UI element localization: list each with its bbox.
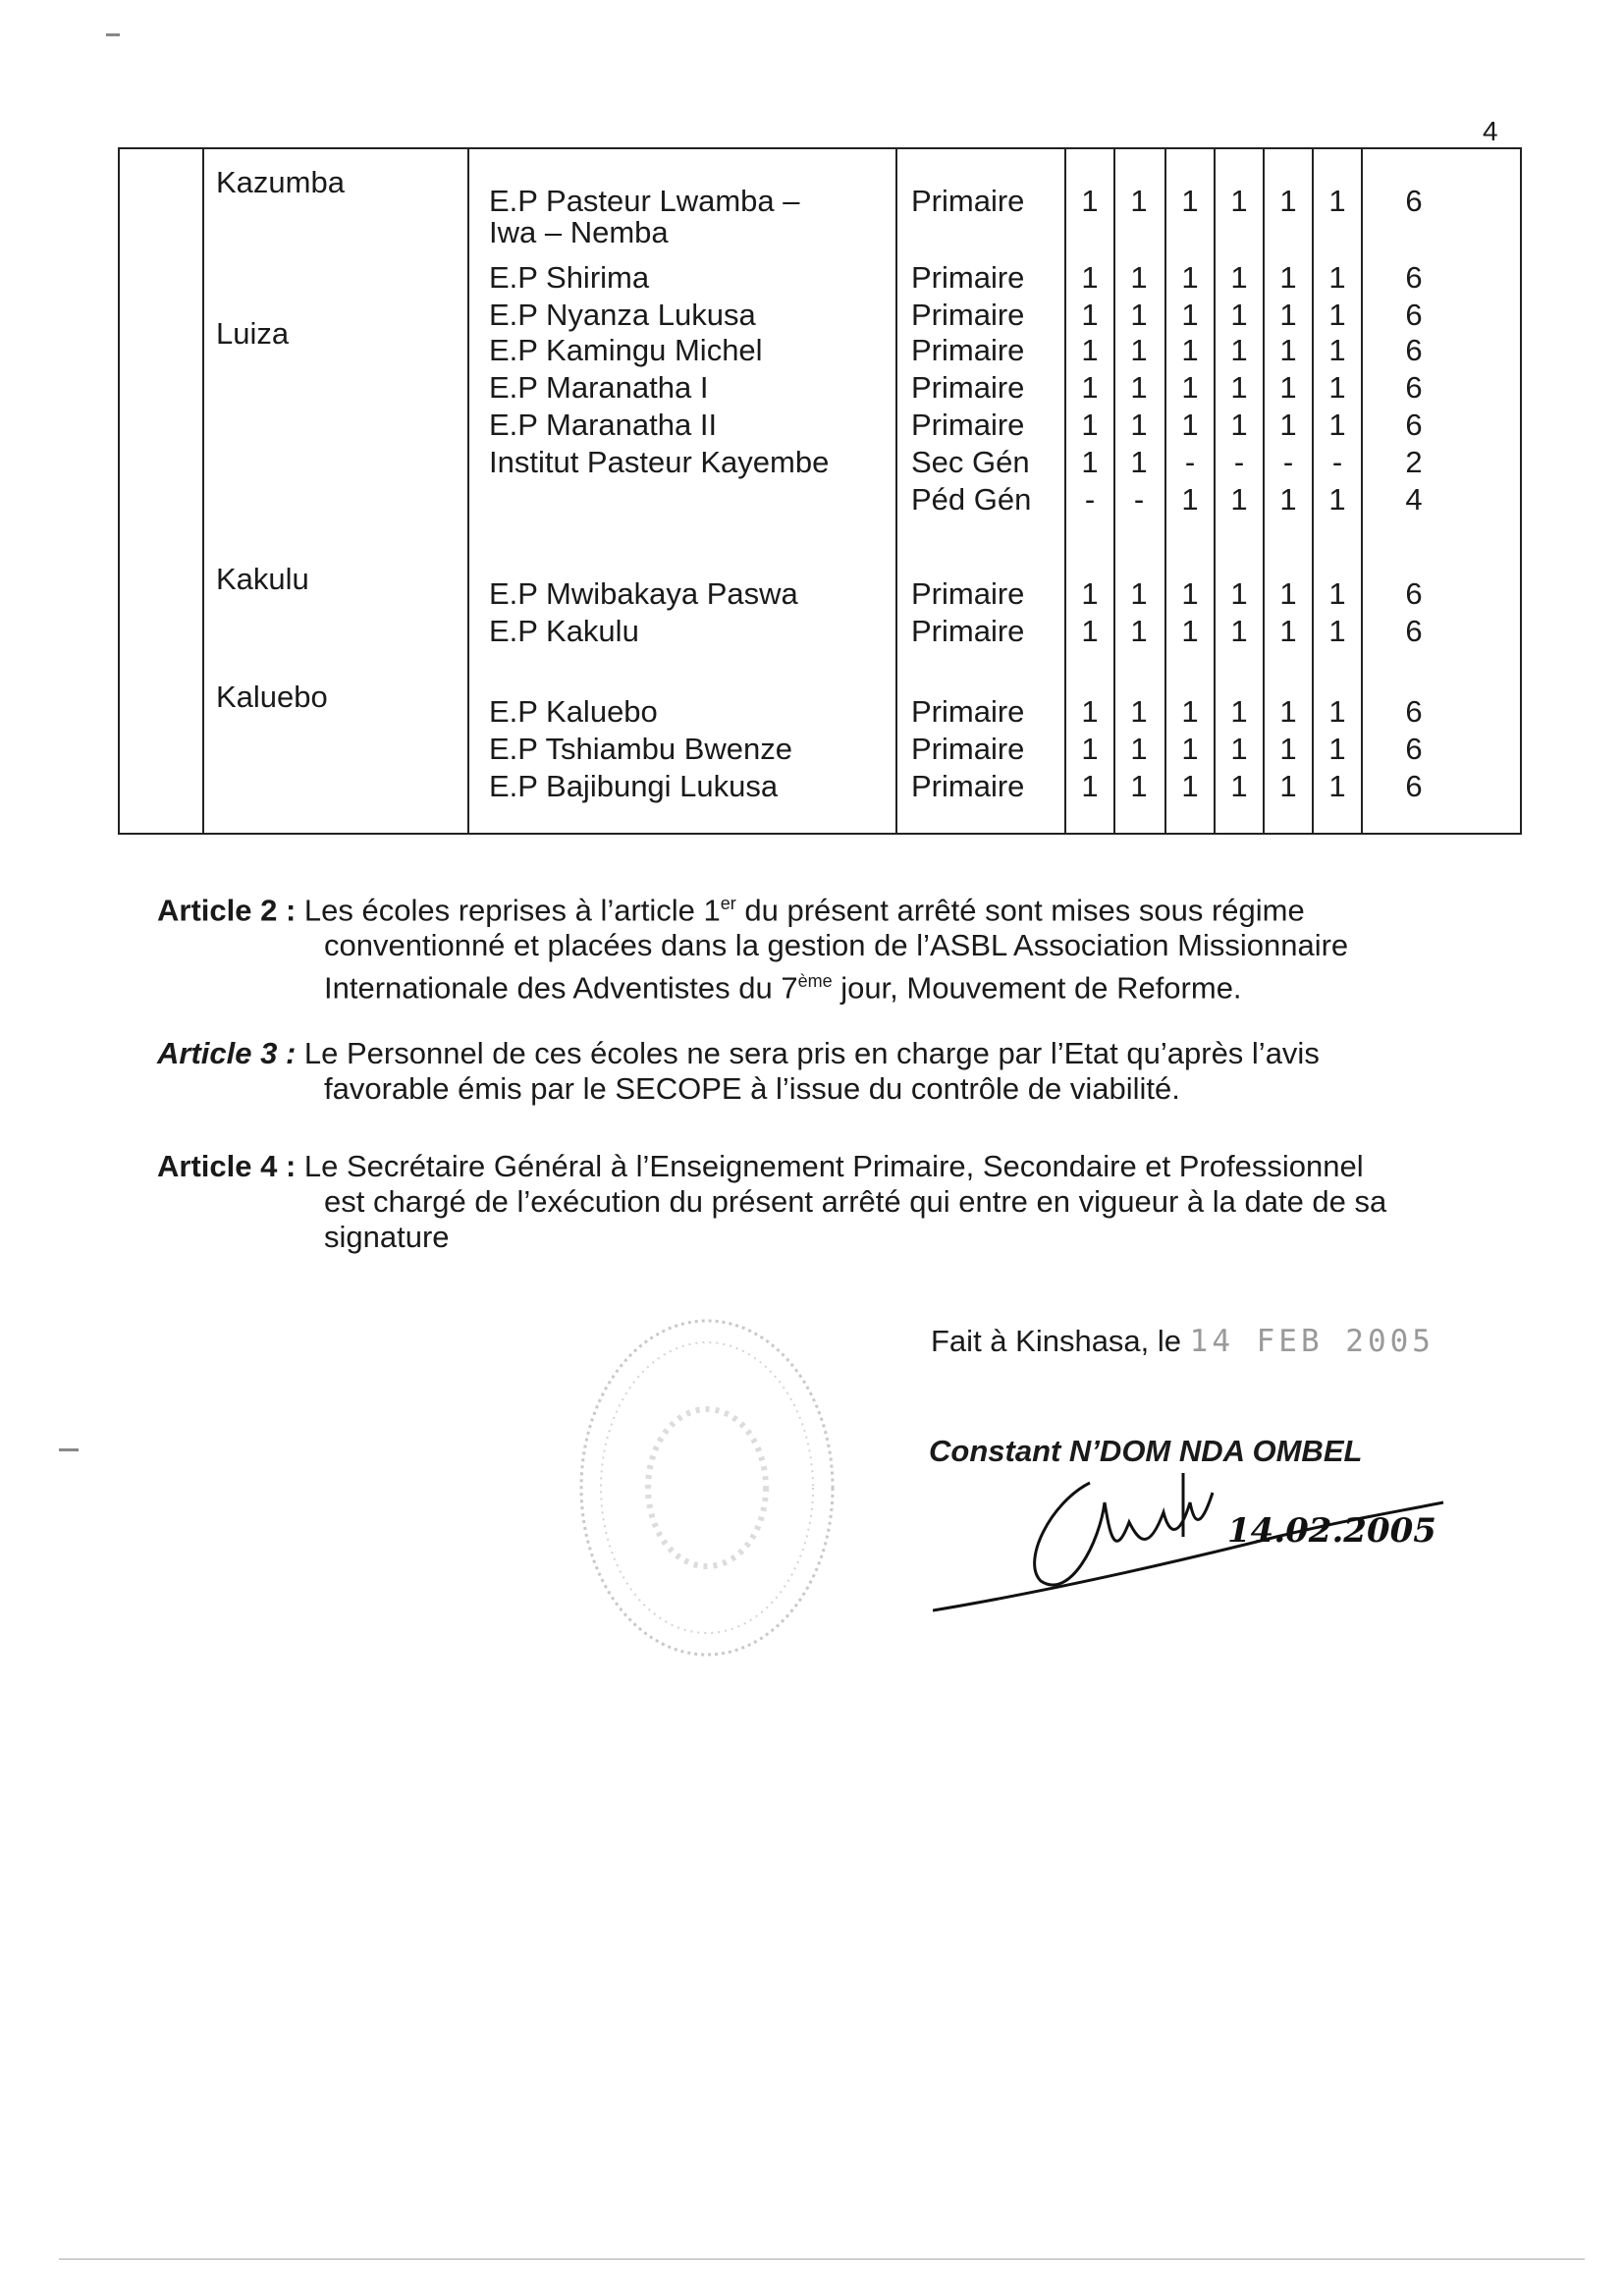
class-count: 1 <box>1328 184 1346 218</box>
school-type: Primaire <box>911 298 1025 332</box>
row-total: 6 <box>1405 732 1423 766</box>
class-count: 1 <box>1081 184 1099 218</box>
class-count: 1 <box>1230 576 1248 611</box>
class-count: 1 <box>1230 260 1248 295</box>
article-2-line2: conventionné et placées dans la gestion de l’ASBL Association Missionnaire <box>324 928 1349 963</box>
class-count: 1 <box>1230 482 1248 517</box>
class-count: 1 <box>1181 184 1199 218</box>
class-count: 1 <box>1130 694 1148 729</box>
class-count: 1 <box>1181 370 1199 405</box>
class-count: 1 <box>1181 408 1199 442</box>
school-type: Sec Gén <box>911 445 1030 479</box>
handwritten-date: 14.02.2005 <box>1227 1511 1436 1551</box>
class-count: 1 <box>1130 260 1148 295</box>
table-row <box>118 332 1522 369</box>
class-count: 1 <box>1279 576 1297 611</box>
class-count: 1 <box>1230 370 1248 405</box>
school-name: Institut Pasteur Kayembe <box>489 445 830 479</box>
class-count: 1 <box>1181 614 1199 648</box>
class-count: - <box>1184 445 1196 479</box>
school-name: E.P Bajibungi Lukusa <box>489 769 779 803</box>
place-date-text: Fait à Kinshasa, le <box>931 1324 1182 1358</box>
school-type: Primaire <box>911 370 1025 405</box>
class-count: 1 <box>1081 370 1099 405</box>
row-total: 2 <box>1405 445 1423 479</box>
school-name: E.P Kamingu Michel <box>489 333 763 367</box>
class-count: 1 <box>1081 260 1099 295</box>
article-4 <box>157 1149 1473 1255</box>
class-count: 1 <box>1130 732 1148 766</box>
scan-mark <box>59 1448 79 1451</box>
class-count: 1 <box>1279 408 1297 442</box>
table-row <box>118 407 1522 444</box>
class-count: 1 <box>1328 732 1346 766</box>
class-count: 1 <box>1130 408 1148 442</box>
school-type: Primaire <box>911 184 1025 218</box>
class-count: 1 <box>1181 694 1199 729</box>
school-type: Primaire <box>911 694 1025 729</box>
scan-mark <box>106 33 120 36</box>
class-count: 1 <box>1230 298 1248 332</box>
table-row <box>118 444 1522 481</box>
page-number: 4 <box>1483 116 1498 146</box>
article-3 <box>157 1036 1473 1107</box>
class-count: 1 <box>1130 576 1148 611</box>
class-count: 1 <box>1081 694 1099 729</box>
school-name: E.P Kaluebo <box>489 694 658 729</box>
class-count: 1 <box>1230 769 1248 803</box>
class-count: 1 <box>1328 370 1346 405</box>
class-count: 1 <box>1279 298 1297 332</box>
article-4-label: Article 4 : <box>157 1149 297 1183</box>
article-2 <box>157 886 1473 1007</box>
class-count: 1 <box>1279 732 1297 766</box>
class-count: 1 <box>1328 298 1346 332</box>
table-row <box>118 369 1522 407</box>
school-type: Primaire <box>911 408 1025 442</box>
class-count: 1 <box>1081 769 1099 803</box>
school-name: E.P Mwibakaya Paswa <box>489 576 798 611</box>
class-count: - <box>1282 445 1294 479</box>
class-count: 1 <box>1081 298 1099 332</box>
school-type: Primaire <box>911 614 1025 648</box>
table-row <box>118 693 1522 731</box>
class-count: 1 <box>1181 482 1199 517</box>
school-name: E.P Kakulu <box>489 614 639 648</box>
class-count: 1 <box>1081 408 1099 442</box>
row-total: 6 <box>1405 408 1423 442</box>
class-count: 1 <box>1328 408 1346 442</box>
class-count: 1 <box>1230 614 1248 648</box>
class-count: 1 <box>1279 694 1297 729</box>
school-type: Primaire <box>911 333 1025 367</box>
class-count: 1 <box>1130 333 1148 367</box>
class-count: 1 <box>1279 370 1297 405</box>
article-3-line1: Le Personnel de ces écoles ne sera pris en charge par l’Etat qu’après l’avis <box>303 1036 1320 1070</box>
article-2-label: Article 2 : <box>157 893 297 928</box>
class-count: - <box>1084 482 1096 517</box>
class-count: 1 <box>1328 333 1346 367</box>
article-3-label: Article 3 : <box>157 1036 297 1070</box>
article-2-line3b: jour, Mouvement de Reforme. <box>832 970 1242 1006</box>
class-count: 1 <box>1328 260 1346 295</box>
class-count: 1 <box>1130 298 1148 332</box>
row-total: 6 <box>1405 260 1423 295</box>
class-count: 1 <box>1279 769 1297 803</box>
class-count: 1 <box>1328 694 1346 729</box>
class-count: 1 <box>1130 445 1148 479</box>
class-count: 1 <box>1230 184 1248 218</box>
class-count: 1 <box>1279 333 1297 367</box>
class-count: 1 <box>1181 576 1199 611</box>
location-name: Kakulu <box>216 562 309 596</box>
school-type: Péd Gén <box>911 482 1032 517</box>
article-4-line2: est chargé de l’exécution du présent arrêté qui entre en vigueur à la date de sa <box>324 1184 1387 1219</box>
article-4-line1: Le Secrétaire Général à l’Enseignement Primaire, Secondaire et Professionnel <box>303 1149 1364 1183</box>
table-row <box>118 297 1522 334</box>
article-2-line1b: du présent arrêté sont mises sous régime <box>735 893 1305 928</box>
school-name: E.P Tshiambu Bwenze <box>489 732 793 766</box>
class-count: 1 <box>1328 576 1346 611</box>
school-name: Iwa – Nemba <box>489 215 669 249</box>
official-seal <box>574 1311 839 1664</box>
class-count: 1 <box>1081 576 1099 611</box>
handwritten-signature <box>933 1444 1453 1640</box>
place-and-date <box>931 1324 1435 1359</box>
class-count: 1 <box>1081 732 1099 766</box>
class-count: 1 <box>1279 482 1297 517</box>
table-row <box>118 768 1522 805</box>
row-total: 6 <box>1405 769 1423 803</box>
class-count: 1 <box>1230 732 1248 766</box>
school-type: Primaire <box>911 576 1025 611</box>
class-count: 1 <box>1279 614 1297 648</box>
class-count: - <box>1133 482 1145 517</box>
signer-name: Constant N’DOM NDA OMBEL <box>929 1434 1363 1468</box>
page-bottom-rule <box>59 2259 1585 2260</box>
class-count: 1 <box>1130 184 1148 218</box>
class-count: 1 <box>1328 614 1346 648</box>
class-count: 1 <box>1328 769 1346 803</box>
class-count: 1 <box>1181 333 1199 367</box>
class-count: 1 <box>1130 614 1148 648</box>
class-count: 1 <box>1181 732 1199 766</box>
school-type: Primaire <box>911 732 1025 766</box>
row-total: 4 <box>1405 482 1423 517</box>
row-total: 6 <box>1405 370 1423 405</box>
class-count: 1 <box>1181 769 1199 803</box>
article-4-line3: signature <box>324 1220 450 1254</box>
class-count: 1 <box>1130 769 1148 803</box>
school-name: E.P Maranatha I <box>489 370 709 405</box>
school-name: E.P Pasteur Lwamba – <box>489 184 800 218</box>
class-count: 1 <box>1230 408 1248 442</box>
class-count: - <box>1233 445 1245 479</box>
table-row <box>118 481 1522 518</box>
row-total: 6 <box>1405 694 1423 729</box>
class-count: 1 <box>1181 260 1199 295</box>
row-total: 6 <box>1405 298 1423 332</box>
superscript: ème <box>797 971 833 992</box>
location-name: Kazumba <box>216 165 345 199</box>
schools-table <box>118 147 1522 835</box>
class-count: 1 <box>1328 482 1346 517</box>
school-type: Primaire <box>911 260 1025 295</box>
stamped-date: 14 FEB 2005 <box>1189 1324 1435 1359</box>
table-row <box>118 259 1522 297</box>
location-name: Luiza <box>216 316 290 351</box>
location-name: Kaluebo <box>216 680 328 714</box>
school-name: E.P Shirima <box>489 260 650 295</box>
school-name: E.P Maranatha II <box>489 408 718 442</box>
class-count: - <box>1331 445 1343 479</box>
row-total: 6 <box>1405 333 1423 367</box>
article-2-line1: Les écoles reprises à l’article 1 <box>303 893 721 928</box>
class-count: 1 <box>1230 333 1248 367</box>
table-row <box>118 613 1522 650</box>
class-count: 1 <box>1279 184 1297 218</box>
class-count: 1 <box>1130 370 1148 405</box>
class-count: 1 <box>1081 333 1099 367</box>
row-total: 6 <box>1405 614 1423 648</box>
table-row <box>118 214 1522 251</box>
class-count: 1 <box>1181 298 1199 332</box>
article-2-line3: Internationale des Adventistes du 7 <box>324 970 798 1006</box>
table-row <box>118 575 1522 613</box>
row-total: 6 <box>1405 576 1423 611</box>
table-row <box>118 731 1522 768</box>
class-count: 1 <box>1230 694 1248 729</box>
class-count: 1 <box>1279 260 1297 295</box>
class-count: 1 <box>1081 614 1099 648</box>
school-name: E.P Nyanza Lukusa <box>489 298 756 332</box>
article-3-line2: favorable émis par le SECOPE à l’issue du contrôle de viabilité. <box>324 1071 1180 1106</box>
row-total: 6 <box>1405 184 1423 218</box>
class-count: 1 <box>1081 445 1099 479</box>
superscript: er <box>720 894 736 913</box>
school-type: Primaire <box>911 769 1025 803</box>
